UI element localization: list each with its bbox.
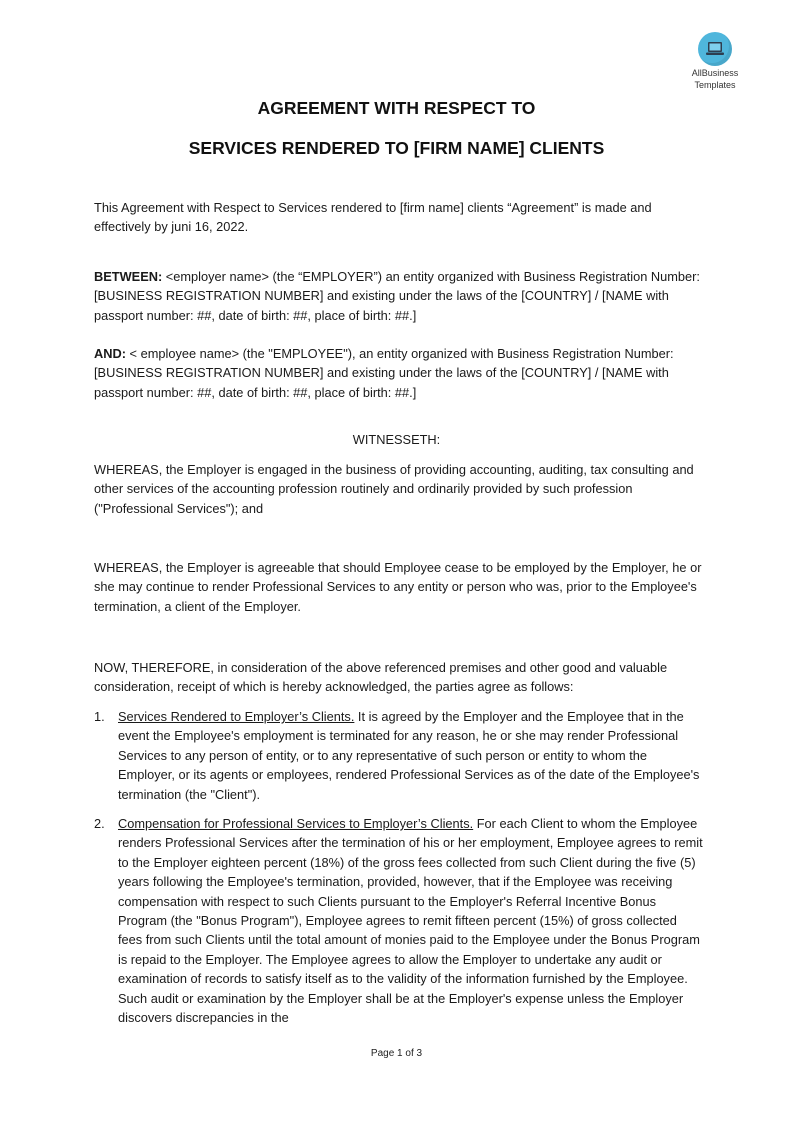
- list-item-number: 2.: [94, 816, 105, 831]
- document-title-line1: AGREEMENT WITH RESPECT TO: [257, 98, 536, 118]
- whereas-paragraph-2: WHEREAS, the Employer is agreeable that should Employee cease to be employed by the Employer, he or she may continue to render Professional Services to any entity or person who was, prior to the Employee's termination, a client of the Employer.: [94, 560, 702, 614]
- list-item-heading: Services Rendered to Employer’s Clients.: [118, 709, 355, 724]
- whereas-paragraph-1: WHEREAS, the Employer is engaged in the business of providing accounting, auditing, tax consulting and other services of the accounting profession routinely and ordinarily provided by such profession ("Professional Services"); and: [94, 462, 694, 516]
- list-item-text: It is agreed by the Employer and the Employee that in the event the Employee's employment is terminated for any reason, he or she may render Professional Services to any person of entity, or to any representative of such person or entity to whom the Employer, or its agents or employees, rendered Professional Services as of the date of the Employee's termination (the "Client").: [118, 709, 700, 802]
- between-paragraph: [94, 267, 704, 325]
- list-item-body: [118, 707, 704, 804]
- list-item: [94, 814, 704, 1027]
- allbusiness-logo[interactable]: [683, 32, 747, 90]
- logo-text-line2: Templates: [694, 80, 736, 90]
- between-label: BETWEEN:: [94, 269, 163, 284]
- list-item-text: For each Client to whom the Employee renders Professional Services after the termination of his or her employment, Employee agrees to remit to the Employer eighteen percent (18%) of the gross fees collected from such Client during the five (5) years following the Employee's termination, provided, however, that if the Employee was receiving compensation with respect to such Clients pursuant to the Employer's Referral Incentive Bonus Program (the "Bonus Program"), Employee agrees to remit fifteen percent (15%) of gross collected fees from such Clients until the total amount of monies paid to the Employee under the Bonus Program is repaid to the Employer. The Employee agrees to allow the Employer to undertake any audit or examination of records to satisfy itself as to the validity of the information furnished by the Employee. Such audit or examination by the Employer shall be at the Employer's expense unless the Employer discovers discrepancies in the: [118, 816, 703, 1026]
- list-item-body: [118, 814, 704, 1027]
- list-item: [94, 707, 704, 804]
- now-therefore-paragraph: NOW, THEREFORE, in consideration of the above referenced premises and other good and valuable consideration, receipt of which is hereby acknowledged, the parties agree as follows:: [94, 660, 668, 695]
- and-text: < employee name> (the "EMPLOYEE"), an entity organized with Business Registration Number: [BUSINESS REGISTRATION NUMBER] and existing under the laws of the [COUNTRY] / [NAME with passport number: ##, date of birth: ##, place of birth: ##.]: [94, 346, 674, 400]
- document-title-line2: SERVICES RENDERED TO [FIRM NAME] CLIENTS: [188, 138, 605, 158]
- list-item-heading: Compensation for Professional Services to Employer’s Clients.: [118, 816, 474, 831]
- and-paragraph: [94, 344, 704, 402]
- and-label: AND:: [94, 346, 126, 361]
- page-number-footer: Page 1 of 3: [370, 1048, 423, 1059]
- logo-text-line1: AllBusiness: [691, 68, 739, 78]
- laptop-icon: [705, 40, 725, 58]
- list-item-number: 1.: [94, 709, 105, 724]
- logo-badge: [698, 32, 732, 66]
- witnesseth-heading: WITNESSETH:: [352, 432, 441, 447]
- intro-paragraph: This Agreement with Respect to Services rendered to [firm name] clients “Agreement” is made and effectively by juni 16, 2022.: [94, 200, 652, 235]
- between-text: <employer name> (the “EMPLOYER”) an entity organized with Business Registration Number: [BUSINESS REGISTRATION NUMBER] and existing under the laws of the [COUNTRY] / [NAME with passport number: ##, date of birth: ##, place of birth: ##.]: [94, 269, 700, 323]
